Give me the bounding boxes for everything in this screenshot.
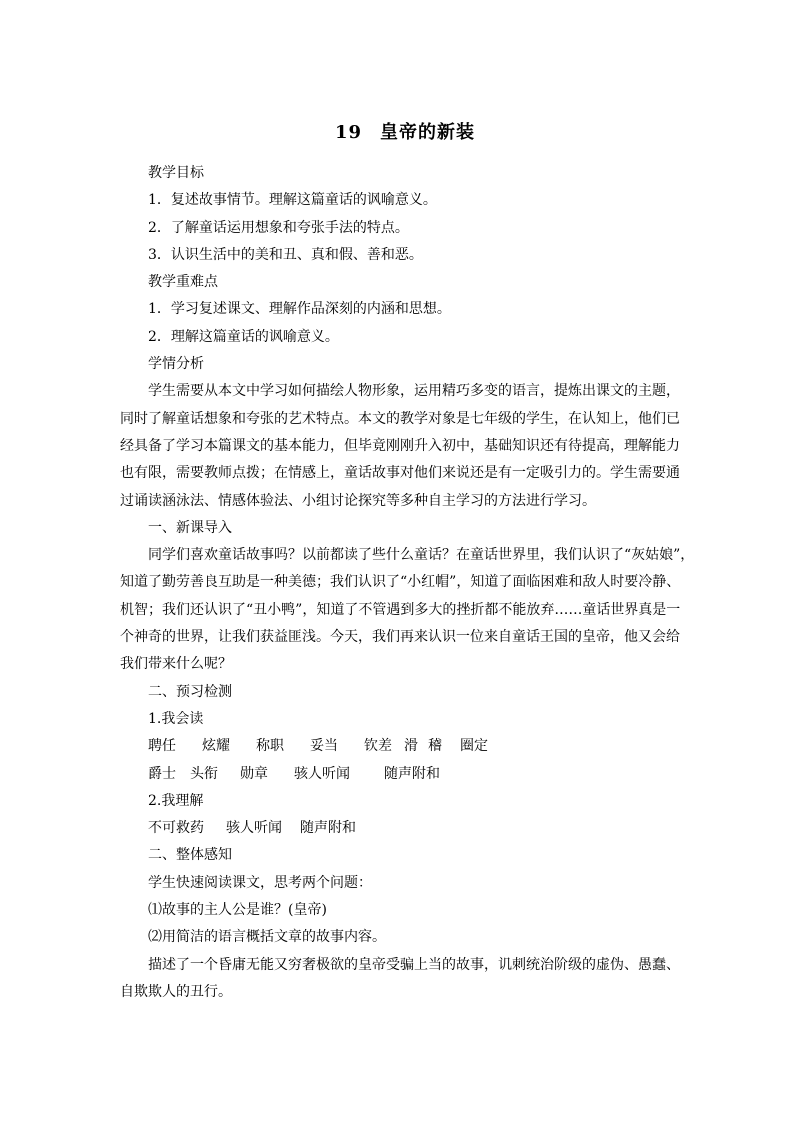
vocab-word: 稽 — [428, 738, 442, 755]
lesson-number: 19 — [334, 122, 363, 143]
vocab-word: 钦差 — [364, 738, 392, 755]
vocab-word: 不可救药 — [148, 820, 204, 837]
vocab-word: 圈定 — [460, 738, 488, 755]
answer-line: 自欺欺人的丑行。 — [120, 983, 232, 1000]
vocab-word: 炫耀 — [202, 738, 230, 755]
intro-paragraph — [120, 542, 695, 678]
vocab-word: 骇人听闻 — [294, 765, 350, 782]
vocab-word: 头衔 — [190, 765, 218, 782]
answer-line: 描述了一个昏庸无能又穷奢极欲的皇帝受骗上当的故事，讥刺统治阶级的虚伪、愚蠢、 — [148, 956, 680, 973]
document-content — [120, 118, 695, 1006]
understand-heading: 2.我理解 — [148, 792, 204, 809]
understand-row — [120, 815, 680, 842]
vocab-word: 称职 — [256, 738, 284, 755]
difficulty-item: 1．学习复述课文、理解作品深刻的内涵和思想。 — [148, 301, 451, 318]
vocab-word: 随声附和 — [384, 765, 440, 782]
vocab-word: 滑 — [404, 738, 418, 755]
read-row-1 — [120, 733, 680, 760]
intro-line: 机智；我们还认识了“丑小鸭”，知道了不管遇到多大的挫折都不能放弃……童话世界真是一 — [120, 601, 681, 618]
read-row-2 — [120, 761, 680, 788]
analysis-heading: 学情分析 — [148, 356, 204, 373]
read-heading: 1.我会读 — [148, 710, 204, 727]
question-item: ⑵用简洁的语言概括文章的故事内容。 — [148, 929, 386, 946]
intro-line: 我们带来什么呢？ — [120, 656, 232, 673]
goal-item: 2．了解童话运用想象和夸张手法的特点。 — [148, 219, 409, 236]
intro-line: 个神奇的世界，让我们获益匪浅。今天，我们再来认识一位来自童话王国的皇帝，他又会给 — [120, 629, 680, 646]
answer-paragraph — [120, 952, 680, 1007]
vocab-word: 勋章 — [240, 765, 268, 782]
difficulties-heading: 教学重难点 — [148, 274, 218, 291]
analysis-paragraph — [120, 378, 680, 514]
lesson-title: 皇帝的新装 — [380, 122, 476, 143]
preview-heading: 二、预习检测 — [148, 683, 232, 700]
difficulty-item: 2．理解这篇童话的讽喻意义。 — [148, 328, 339, 345]
vocab-word: 爵士 — [148, 765, 176, 782]
analysis-line: 学生需要从本文中学习如何描绘人物形象，运用精巧多变的语言，提炼出课文的主题， — [148, 383, 680, 400]
analysis-line: 经具备了学习本篇课文的基本能力，但毕竟刚刚升入初中，基础知识还有待提高，理解能力 — [120, 437, 680, 454]
intro-heading: 一、新课导入 — [148, 519, 232, 536]
vocab-word: 骇人听闻 — [226, 820, 282, 837]
intro-line: 知道了勤劳善良互助是一种美德；我们认识了“小红帽”，知道了面临困难和敌人时要冷静、 — [120, 574, 681, 591]
question-item: ⑴故事的主人公是谁？(皇帝) — [148, 902, 327, 919]
overall-heading: 二、整体感知 — [148, 847, 232, 864]
overall-instruction: 学生快速阅读课文，思考两个问题： — [148, 874, 372, 891]
vocab-word: 聘任 — [148, 738, 176, 755]
vocab-word: 随声附和 — [300, 820, 356, 837]
intro-line: 同学们喜欢童话故事吗？以前都读了些什么童话？在童话世界里，我们认识了“灰姑娘”， — [148, 547, 695, 564]
goal-item: 1．复述故事情节。理解这篇童话的讽喻意义。 — [148, 192, 437, 209]
vocab-word: 妥当 — [310, 738, 338, 755]
analysis-line: 同时了解童话想象和夸张的艺术特点。本文的教学对象是七年级的学生，在认知上，他们已 — [120, 410, 680, 427]
goals-heading: 教学目标 — [148, 165, 204, 181]
analysis-line: 过诵读涵泳法、情感体验法、小组讨论探究等多种自主学习的方法进行学习。 — [120, 492, 596, 509]
page-title — [130, 118, 680, 144]
goal-item: 3．认识生活中的美和丑、真和假、善和恶。 — [148, 246, 423, 263]
analysis-line: 也有限，需要教师点拨；在情感上，童话故事对他们来说还是有一定吸引力的。学生需要通 — [120, 465, 680, 482]
